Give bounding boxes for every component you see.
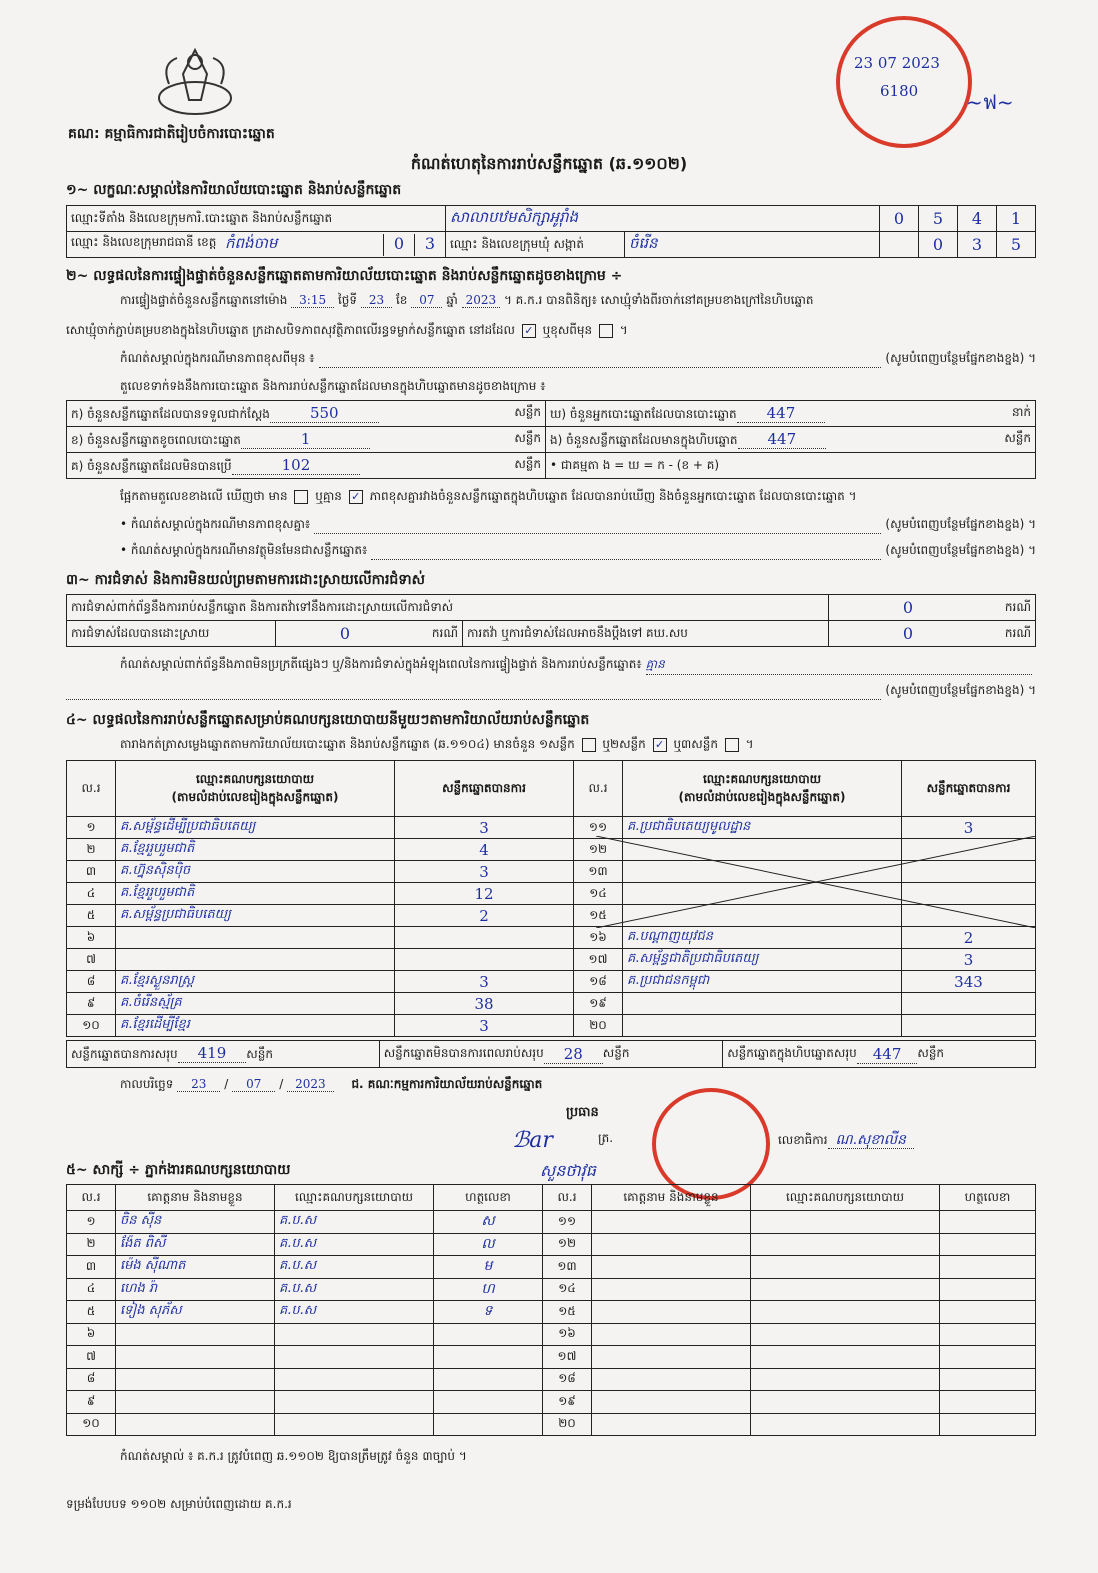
totals-row: សន្លឹកឆ្នោតបានការសរុប 419 សន្លឹក សន្លឹកឆ្នោតមិនបានការពេលរាប់សរុប 28 សន្លឹក សន្លឹកឆ្នោតក្នុងហិបឆ្នោតសរុប 447 សន្លឹក bbox=[66, 1040, 1036, 1068]
witness-name bbox=[116, 1391, 275, 1414]
party-votes: 2 bbox=[395, 905, 574, 927]
witness-name bbox=[592, 1211, 751, 1234]
witness-party bbox=[751, 1391, 940, 1414]
party-votes: 2 bbox=[902, 927, 1036, 949]
witness-party bbox=[751, 1278, 940, 1301]
three-sheets-checkbox[interactable] bbox=[725, 738, 739, 752]
witness-name bbox=[116, 1368, 275, 1391]
witness-signature bbox=[940, 1346, 1036, 1369]
row-number: ១៤ bbox=[574, 883, 623, 905]
total-invalid: 28 bbox=[544, 1045, 603, 1064]
party-name: គ.ចំរើនស្ម័គ្រ bbox=[116, 993, 395, 1015]
party-votes: 3 bbox=[902, 817, 1036, 839]
party-name bbox=[116, 949, 395, 971]
witness-signature bbox=[940, 1233, 1036, 1256]
witness-name bbox=[116, 1413, 275, 1436]
party-name: គ.បណ្តាញយុវជន bbox=[623, 927, 902, 949]
row-number: ១៩ bbox=[574, 993, 623, 1015]
table-row bbox=[67, 993, 1036, 1015]
section1-heading: ១~ លក្ខណៈសម្គាល់នៃការិយាល័យបោះឆ្នោត និងរាប់សន្លឹកឆ្នោត bbox=[66, 182, 402, 198]
witness-party bbox=[751, 1368, 940, 1391]
complaints-table: ការជំទាស់ពាក់ព័ន្ធនឹងការរាប់សន្លឹកឆ្នោត និងការតវ៉ាទៅនឹងការដោះស្រាយលើការជំទាស់ 0 ករណី ការជំទាស់ដែលបានដោះស្រាយ 0 ករណី ការតវ៉ា ឬការជំទាស់ដែលអាចនឹងប្តឹងទៅ គឃ.សប 0 ករណី bbox=[66, 594, 1036, 647]
witness-signature bbox=[940, 1391, 1036, 1414]
table-row bbox=[67, 1256, 1036, 1279]
witness-signature bbox=[940, 1301, 1036, 1324]
row-number: ១៦ bbox=[543, 1323, 592, 1346]
verify-line: ការផ្ទៀងផ្ទាត់ចំនួនសន្លឹកឆ្នោតនៅម៉ោង 3:15 ថ្ងៃទី 23 ខែ 07 ឆ្នាំ 2023 ។ គ.ក.រ បានពិនិត្យ៖ សោឃ្មុំទាំងពីរចាក់នៅគម្របខាងក្រៅនៃហិបឆ្នោត bbox=[120, 293, 814, 307]
witness-party: គ.ប.ស bbox=[275, 1211, 434, 1234]
table-row bbox=[67, 1391, 1036, 1414]
party-votes: 3 bbox=[395, 861, 574, 883]
witness-signature: ស bbox=[434, 1211, 543, 1234]
row-number: ៦ bbox=[67, 1323, 116, 1346]
party-name: គ.ហ្វ៊ុនស៊ិនប៉ិច bbox=[116, 861, 395, 883]
date-line: កាលបរិច្ឆេទ 23 / 07 / 2023 ជ. គណៈកម្មការការិយាល័យរាប់សន្លឹកឆ្នោត bbox=[120, 1077, 543, 1091]
row-number: ៥ bbox=[67, 905, 116, 927]
witness-party bbox=[751, 1301, 940, 1324]
witness-name: ហេង រ៉ា bbox=[116, 1278, 275, 1301]
row-number: ៩ bbox=[67, 993, 116, 1015]
witness-name bbox=[592, 1413, 751, 1436]
row-number: ៨ bbox=[67, 1368, 116, 1391]
table-row bbox=[67, 1413, 1036, 1436]
party-name: គ.ខ្មែររួបរួមជាតិ bbox=[116, 839, 395, 861]
footnote: កំណត់សម្គាល់ ៖ គ.ក.រ ត្រូវបំពេញ ឆ.១១០២ ឱ្យបានត្រឹមត្រូវ ចំនួន ៣ច្បាប់ ។ bbox=[120, 1449, 467, 1463]
witness-name bbox=[116, 1346, 275, 1369]
row-number: ១៥ bbox=[574, 905, 623, 927]
commune-name: ចំរើន bbox=[625, 232, 880, 258]
table-row bbox=[67, 1323, 1036, 1346]
witness-party bbox=[751, 1323, 940, 1346]
witness-signature: ល bbox=[434, 1233, 543, 1256]
box-ballots: 447 bbox=[738, 430, 827, 449]
row-number: ១៥ bbox=[543, 1301, 592, 1324]
witness-signature bbox=[940, 1368, 1036, 1391]
party-name: គ.សម្ព័ន្ធជាតិប្រជាធិបតេយ្យ bbox=[623, 949, 902, 971]
witness-party: គ.ប.ស bbox=[275, 1301, 434, 1324]
witness-name bbox=[592, 1278, 751, 1301]
witness-party bbox=[751, 1413, 940, 1436]
witness-name: ម៉េង ស៊ីណាត bbox=[116, 1256, 275, 1279]
party-name bbox=[623, 1015, 902, 1037]
witness-party bbox=[751, 1211, 940, 1234]
table-row bbox=[67, 1368, 1036, 1391]
form-footer: ទម្រង់បែបបទ ១១០២ សម្រាប់បំពេញដោយ គ.ក.រ bbox=[66, 1497, 292, 1511]
section3-heading: ៣~ ការជំទាស់ និងការមិនយល់ព្រមតាមការដោះស្រាយលើការជំទាស់ bbox=[66, 572, 425, 588]
voters-count: 447 bbox=[737, 404, 826, 423]
official-seal-stamp: 23 07 2023 6180 bbox=[836, 16, 972, 148]
secretary-name: ណ.សុខាលីន bbox=[828, 1132, 914, 1149]
section2-heading: ២~ លទ្ធផលនៃការផ្ទៀងផ្ទាត់ចំនួនសន្លឹកឆ្នោតតាមការិយាល័យបោះឆ្នោត និងរាប់សន្លឹកឆ្នោតដូចខាងក្រោម ÷ bbox=[66, 268, 623, 284]
witness-name: ង៉ែត ពិសី bbox=[116, 1233, 275, 1256]
row-number: ១៩ bbox=[543, 1391, 592, 1414]
party-votes bbox=[902, 1015, 1036, 1037]
party-name: គ.ខ្មែរស្ងួនរាស្ត្រ bbox=[116, 971, 395, 993]
row-number: ១៧ bbox=[574, 949, 623, 971]
witness-signature bbox=[434, 1323, 543, 1346]
table-row bbox=[67, 971, 1036, 993]
witness-name bbox=[592, 1233, 751, 1256]
table-row bbox=[67, 1233, 1036, 1256]
party-votes: 3 bbox=[902, 949, 1036, 971]
party-name: គ.សម្ព័ន្ធដើម្បីប្រជាធិបតេយ្យ bbox=[116, 817, 395, 839]
party-votes bbox=[395, 927, 574, 949]
party-name: គ.ប្រជាជនកម្ពុជា bbox=[623, 971, 902, 993]
witness-signature bbox=[940, 1278, 1036, 1301]
witness-name bbox=[592, 1256, 751, 1279]
stamp-signature: ~ฟ~ bbox=[966, 90, 1014, 114]
section1-table: ឈ្មោះទីតាំង និងលេខក្រុមការិ.បោះឆ្នោត និងរាប់សន្លឹកឆ្នោត សាលាបឋមសិក្សាអូរ៉ាំង 0 5 4 1 ឈ្មោះ និងលេខក្រុមរាជធានី ខេត្ត កំពង់ចាម 0 3 ឈ្មោះ និងលេខក្រុមឃុំ សង្កាត់ ចំរើន 0 3 5 bbox=[66, 205, 1036, 258]
two-sheets-checkbox[interactable]: ✓ bbox=[653, 738, 667, 752]
row-number: ៥ bbox=[67, 1301, 116, 1324]
witness-signature bbox=[434, 1368, 543, 1391]
row-number: ១២ bbox=[543, 1233, 592, 1256]
party-votes: 3 bbox=[395, 817, 574, 839]
row-number: ១១ bbox=[574, 817, 623, 839]
different-checkbox[interactable] bbox=[599, 324, 613, 338]
one-sheet-checkbox[interactable] bbox=[582, 738, 596, 752]
table-row bbox=[67, 1346, 1036, 1369]
total-in-box: 447 bbox=[857, 1045, 918, 1064]
commune-label: ឈ្មោះ និងលេខក្រុមឃុំ សង្កាត់ bbox=[446, 232, 625, 258]
witness-signature bbox=[940, 1413, 1036, 1436]
row-number: ៤ bbox=[67, 883, 116, 905]
witness-name bbox=[592, 1323, 751, 1346]
party-votes: 3 bbox=[395, 1015, 574, 1037]
witness-party bbox=[275, 1368, 434, 1391]
witness-party bbox=[751, 1233, 940, 1256]
form-title: កំណត់ហេតុនៃការរាប់សន្លឹកឆ្នោត (ឆ.១១០២) bbox=[410, 154, 688, 173]
table-row bbox=[67, 1015, 1036, 1037]
section5-heading: ៥~ សាក្សី ÷ ភ្នាក់ងារគណបក្សនយោបាយ bbox=[66, 1162, 291, 1178]
verify-time: 3:15 bbox=[291, 293, 334, 308]
row-number: ៣ bbox=[67, 861, 116, 883]
witness-name bbox=[592, 1368, 751, 1391]
form-page: គណ: គម្មាធិការជាតិរៀបចំការបោះឆ្នោត 23 07 2023 6180 ~ฟ~ កំណត់ហេតុនៃការរាប់សន្លឹកឆ្នោត (ឆ.១១០២) ១~ លក្ខណៈសម្គាល់នៃការិយាល័យបោះឆ្នោត និងរាប់សន្លឹកឆ្នោត ឈ្មោះទីតាំង និងលេខក្រុមការិ.បោះឆ្នោត និងរាប់សន្លឹកឆ្នោត សាលាបឋមសិក្សាអូរ៉ាំង 0 5 4 1 ឈ្មោះ និងលេខក្រុមរាជធានី ខេត្ត កំពង់ចាម 0 3 ឈ្មោះ និងលេខក្រុមឃុំ សង្កាត់ ចំរើន 0 3 5 ២~ លទ្ធផលនៃការផ្ទៀងផ្ទាត់ចំនួនសន្លឹកឆ្នោតតាមការិយាល័យបោះឆ្នោត និងរាប់សន្លឹកឆ្នោតដូចខាងក្រោម ÷ ការផ្ទៀងផ្ទាត់ចំនួនសន្លឹកឆ្នោតនៅម៉ោង 3:15 ថ្ងៃទី 23 ខែ 07 ឆ្នាំ 2023 ។ គ.ក.រ បានពិនិត្យ៖ សោឃ្មុំទាំងពីរចាក់នៅគម្របខាងក្រៅនៃហិបឆ្នោត សោឃ្មុំចាក់ភ្ជាប់គម្របខាងក្នុងនៃហិបឆ្នោត ក្រដាសបិទភាពសុវត្ថិភាពលើរន្ធទម្លាក់សន្លឹកឆ្នោត នៅដដែល ✓ ឬខុសពីមុន ។ កំណត់សម្គាល់ក្នុងករណីមានភាពខុសពីមុន ៖ (សូមបំពេញបន្ថែមផ្នែកខាងខ្នង) ។ តួលេខទាក់ទងនឹងការបោះឆ្នោត និងការរាប់សន្លឹកឆ្នោតដែលមានក្នុងហិបឆ្នោតមានដូចខាងក្រោម ៖ ក) ចំនួនសន្លឹកឆ្នោតដែលបានទទួលជាក់ស្តែង 550 សន្លឹក ឃ) ចំនួនអ្នកបោះឆ្នោតដែលបានបោះឆ្នោត 447 នាក់ ខ) ចំនួនសន្លឹកឆ្នោតខូចពេលបោះឆ្នោត 1 សន្លឹក ង) ចំនួនសន្លឹកឆ្នោតដែលមានក្នុងហិបឆ្នោត 447 សន្លឹក គ) ចំនួនសន្លឹកឆ្នោតដែលមិនបានប្រើ 102 សន្លឹក • ជាគម្មតា ង = ឃ = ក - (ខ + គ) ផ្អែកតាមតួលេខខាងលើ ឃើញថា មាន ឬគ្មាន ✓ ភាពខុសគ្នារវាងចំនួនសន្លឹកឆ្នោតក្នុងហិបឆ្នោត ដែលបានរាប់ឃើញ និងចំនួនអ្នកបោះឆ្នោត ដែលបានបោះឆ្នោត ។ • កំណត់សម្គាល់ក្នុងករណីមានភាពខុសគ្នា៖ (សូមបំពេញបន្ថែមផ្នែកខាងខ្នង) ។ • កំណត់សម្គាល់ក្នុងករណីមានវត្ថុមិនមែនជាសន្លឹកឆ្នោត៖ (សូមបំពេញបន្ថែមផ្នែកខាងខ្នង) ។ ៣~ ការជំទាស់ និងការមិនយល់ព្រមតាមការដោះស្រាយលើការជំទាស់ ការជំទាស់ពាក់ព័ន្ធនឹងការរាប់សន្លឹកឆ្នោត និងការតវ៉ាទៅនឹងការដោះស្រាយលើការជំទាស់ 0 ករណី ការជំទាស់ដែលបានដោះស្រាយ 0 ករណី ការតវ៉ា ឬការជំទាស់ដែលអាចនឹងប្តឹងទៅ គឃ.សប 0 ករណី កំណត់សម្គាល់ពាក់ព័ន្ធនឹងភាពមិនប្រក្រតីផ្សេងៗ ឬ/និងការជំទាស់ក្នុងអំឡុងពេលនៃការផ្ទៀងផ្ទាត់ និងការរាប់សន្លឹកឆ្នោត៖ គ្មាន (សូមបំពេញបន្ថែមផ្នែកខាងខ្នង) ។ ៤~ លទ្ធផលនៃការរាប់សន្លឹកឆ្នោតសម្រាប់គណបក្សនយោបាយនីមួយៗតាមការិយាល័យរាប់សន្លឹកឆ្នោត តារាងកត់ត្រាសម្លេងឆ្នោតតាមការិយាល័យបោះឆ្នោត និងរាប់សន្លឹកឆ្នោត (ឆ.១១០៤) មានចំនួន ១សន្លឹក ឬ២សន្លឹក ✓ ឬ៣សន្លឹក ។ ល.រ ឈ្មោះគណបក្សនយោបាយ (តាមលំដាប់លេខរៀងក្នុងសន្លឹកឆ្នោត) សន្លឹកឆ្នោតបានការ ល.រ ឈ្មោះគណបក្សនយោបាយ (តាមលំដាប់លេខរៀងក្នុងសន្លឹកឆ្នោត) សន្លឹកឆ្នោតបានការ ១ គ.សម្ព័ន្ធដើម្បីប្រជាធិបតេយ្យ 3 ១១ គ.ប្រជាធិបតេយ្យមូលដ្ឋាន 3 ២ គ.ខ្មែររួបរួមជាតិ 4 ១២ ៣ គ.ហ្វ៊ុនស៊ិនប៉ិច 3 ១៣ ៤ គ.ខ្មែររួបរួមជាតិ 12 ១៤ ៥ គ.សម្ព័ន្ធប្រជាធិបតេយ្យ 2 ១៥ ៦ ១៦ គ.បណ្តាញយុវជន 2 ៧ ១៧ គ.សម្ព័ន្ធជាតិប្រជាធិបតេយ្យ 3 ៨ គ.ខ្មែរស្ងួនរាស្ត្រ 3 ១៨ គ.ប្រជាជនកម្ពុជា 343 ៩ គ.ចំរើនស្ម័គ្រ 38 ១៩ ១០ គ.ខ្មែរដើម្បីខ្មែរ 3 ២០ សន្លឹកឆ្នោតបានការសរុប 419 សន្លឹក សន្លឹកឆ្នោតមិនបានការពេលរាប់សរុប 28 សន្លឹក សន្លឹកឆ្នោតក្នុងហិបឆ្នោតសរុប 447 សន្លឹក កាលបរិច្ឆេទ 23 / 07 / 2023 ជ. គណៈកម្មការការិយាល័យរាប់សន្លឹកឆ្នោត ប្រធាន ត្រ. ℬar សួនថាវុធ លេខាធិការ ណ.សុខាលីន ៥~ សាក្សី ÷ ភ្នាក់ងារគណបក្សនយោបាយ ល.រ គោត្តនាម និងនាមខ្លួន ឈ្មោះគណបក្សនយោបាយ ហត្ថលេខា ល.រ គោត្តនាម និងនាមខ្លួន ឈ្មោះគណបក្សនយោបាយ ហត្ថលេខា ១ ចិន ស៊ីន គ.ប.ស ស ១១ ២ ង៉ែត ពិសី គ.ប.ស ល ១២ ៣ ម៉េង ស៊ីណាត គ.ប.ស ម ១៣ ៤ ហេង រ៉ា គ.ប.ស ហ ១៤ ៥ ទៀង សុភ័ស គ.ប.ស ទ ១៥ ៦ ១៦ ៧ ១៧ ៨ ១៨ ៩ ១៩ ១០ ២០ កំណត់សម្គាល់ ៖ គ.ក.រ ត្រូវបំពេញ ឆ.១១០២ ឱ្យបានត្រឹមត្រូវ ចំនួន ៣ច្បាប់ ។ ទម្រង់បែបបទ ១១០២ សម្រាប់បំពេញដោយ គ.ក.រ bbox=[0, 0, 1098, 1573]
witness-party: គ.ប.ស bbox=[275, 1278, 434, 1301]
row-number: ៣ bbox=[67, 1256, 116, 1279]
party-votes: 4 bbox=[395, 839, 574, 861]
row-number: ១៨ bbox=[543, 1368, 592, 1391]
received-ballots: 550 bbox=[270, 404, 379, 423]
no-diff-checkbox[interactable]: ✓ bbox=[349, 490, 363, 504]
spoiled-ballots: 1 bbox=[241, 430, 371, 449]
row-number: ១៨ bbox=[574, 971, 623, 993]
party-votes: 38 bbox=[395, 993, 574, 1015]
row-number: ៧ bbox=[67, 1346, 116, 1369]
party-votes: 3 bbox=[395, 971, 574, 993]
has-diff-checkbox[interactable] bbox=[294, 490, 308, 504]
witness-table: ល.រ គោត្តនាម និងនាមខ្លួន ឈ្មោះគណបក្សនយោបាយ ហត្ថលេខា ល.រ គោត្តនាម និងនាមខ្លួន ឈ្មោះគណបក្សនយោបាយ ហត្ថលេខា ១ ចិន ស៊ីន គ.ប.ស ស ១១ ២ ង៉ែត ពិសី គ.ប.ស ល ១២ ៣ ម៉េង ស៊ីណាត គ.ប.ស ម ១៣ ៤ ហេង រ៉ា គ.ប.ស ហ ១៤ ៥ ទៀង សុភ័ស គ.ប.ស ទ ១៥ ៦ ១៦ ៧ ១៧ ៨ ១៨ ៩ ១៩ ១០ ២០ bbox=[66, 1184, 1036, 1436]
row-number: ១៣ bbox=[574, 861, 623, 883]
party-votes: 343 bbox=[902, 971, 1036, 993]
witness-party: គ.ប.ស bbox=[275, 1256, 434, 1279]
table-row bbox=[67, 927, 1036, 949]
chair-label: ប្រធាន bbox=[566, 1105, 599, 1120]
witness-signature: ម bbox=[434, 1256, 543, 1279]
party-votes: 12 bbox=[395, 883, 574, 905]
witness-party bbox=[275, 1413, 434, 1436]
total-valid: 419 bbox=[178, 1044, 247, 1063]
row-number: ៤ bbox=[67, 1278, 116, 1301]
witness-name bbox=[592, 1346, 751, 1369]
party-results-table: ល.រ ឈ្មោះគណបក្សនយោបាយ (តាមលំដាប់លេខរៀងក្នុងសន្លឹកឆ្នោត) សន្លឹកឆ្នោតបានការ ល.រ ឈ្មោះគណបក្សនយោបាយ (តាមលំដាប់លេខរៀងក្នុងសន្លឹកឆ្នោត) សន្លឹកឆ្នោតបានការ ១ គ.សម្ព័ន្ធដើម្បីប្រជាធិបតេយ្យ 3 ១១ គ.ប្រជាធិបតេយ្យមូលដ្ឋាន 3 ២ គ.ខ្មែររួបរួមជាតិ 4 ១២ ៣ គ.ហ្វ៊ុនស៊ិនប៉ិច 3 ១៣ ៤ គ.ខ្មែររួបរួមជាតិ 12 ១៤ ៥ គ.សម្ព័ន្ធប្រជាធិបតេយ្យ 2 ១៥ ៦ ១៦ គ.បណ្តាញយុវជន 2 ៧ ១៧ គ.សម្ព័ន្ធជាតិប្រជាធិបតេយ្យ 3 ៨ គ.ខ្មែរស្ងួនរាស្ត្រ 3 ១៨ គ.ប្រជាជនកម្ពុជា 343 ៩ គ.ចំរើនស្ម័គ្រ 38 ១៩ ១០ គ.ខ្មែរដើម្បីខ្មែរ 3 ២០ bbox=[66, 760, 1036, 1037]
witness-party bbox=[275, 1323, 434, 1346]
row-number: ១០ bbox=[67, 1413, 116, 1436]
party-name: គ.ប្រជាធិបតេយ្យមូលដ្ឋាន bbox=[623, 817, 902, 839]
office-label: ឈ្មោះទីតាំង និងលេខក្រុមការិ.បោះឆ្នោត និងរាប់សន្លឹកឆ្នោត bbox=[67, 206, 446, 232]
witness-name bbox=[592, 1391, 751, 1414]
witness-signature: ហ bbox=[434, 1278, 543, 1301]
witness-signature bbox=[940, 1256, 1036, 1279]
irregularity-note: គ្មាន bbox=[646, 656, 1032, 675]
row-number: ១៤ bbox=[543, 1278, 592, 1301]
row-number: ៩ bbox=[67, 1391, 116, 1414]
national-emblem-icon bbox=[155, 44, 235, 122]
unused-ballots: 102 bbox=[232, 456, 361, 475]
formula: • ជាគម្មតា ង = ឃ = ក - (ខ + គ) bbox=[546, 453, 1036, 479]
office-name: សាលាបឋមសិក្សាអូរ៉ាំង bbox=[446, 206, 880, 232]
row-number: ៧ bbox=[67, 949, 116, 971]
party-name: គ.ខ្មែររួបរួមជាតិ bbox=[116, 883, 395, 905]
row-number: ២០ bbox=[574, 1015, 623, 1037]
row-number: ១២ bbox=[574, 839, 623, 861]
row-number: ៦ bbox=[67, 927, 116, 949]
ballot-counts-table: ក) ចំនួនសន្លឹកឆ្នោតដែលបានទទួលជាក់ស្តែង 550 សន្លឹក ឃ) ចំនួនអ្នកបោះឆ្នោតដែលបានបោះឆ្នោត 447 នាក់ ខ) ចំនួនសន្លឹកឆ្នោតខូចពេលបោះឆ្នោត 1 សន្លឹក ង) ចំនួនសន្លឹកឆ្នោតដែលមានក្នុងហិបឆ្នោត 447 សន្លឹក គ) ចំនួនសន្លឹកឆ្នោតដែលមិនបានប្រើ 102 សន្លឹក • ជាគម្មតា ង = ឃ = ក - (ខ + គ) bbox=[66, 400, 1036, 479]
row-number: ១១ bbox=[543, 1211, 592, 1234]
witness-party: គ.ប.ស bbox=[275, 1233, 434, 1256]
party-name: គ.សម្ព័ន្ធប្រជាធិបតេយ្យ bbox=[116, 905, 395, 927]
row-number: ១០ bbox=[67, 1015, 116, 1037]
witness-signature bbox=[434, 1413, 543, 1436]
province-name: កំពង់ចាម bbox=[225, 233, 278, 252]
same-checkbox[interactable]: ✓ bbox=[522, 324, 536, 338]
row-number: ១ bbox=[67, 1211, 116, 1234]
section4-heading: ៤~ លទ្ធផលនៃការរាប់សន្លឹកឆ្នោតសម្រាប់គណបក្សនយោបាយនីមួយៗតាមការិយាល័យរាប់សន្លឹកឆ្នោត bbox=[66, 712, 590, 728]
witness-signature: ទ bbox=[434, 1301, 543, 1324]
witness-signature bbox=[940, 1211, 1036, 1234]
province-label: ឈ្មោះ និងលេខក្រុមរាជធានី ខេត្ត bbox=[71, 234, 217, 249]
witness-party bbox=[751, 1256, 940, 1279]
party-name bbox=[623, 993, 902, 1015]
witness-name bbox=[592, 1301, 751, 1324]
witness-name: ចិន ស៊ីន bbox=[116, 1211, 275, 1234]
row-number: ១ bbox=[67, 817, 116, 839]
table-row bbox=[67, 1278, 1036, 1301]
table-row bbox=[67, 1211, 1036, 1234]
party-name: គ.ខ្មែរដើម្បីខ្មែរ bbox=[116, 1015, 395, 1037]
org-name: គណ: គម្មាធិការជាតិរៀបចំការបោះឆ្នោត bbox=[68, 126, 275, 142]
row-number: ១៦ bbox=[574, 927, 623, 949]
row-number: ១៧ bbox=[543, 1346, 592, 1369]
witness-party bbox=[275, 1346, 434, 1369]
witness-signature bbox=[940, 1323, 1036, 1346]
chair-name: សួនថាវុធ bbox=[540, 1161, 596, 1180]
chair-signature: ℬar bbox=[512, 1128, 553, 1153]
party-votes bbox=[395, 949, 574, 971]
row-number: ២ bbox=[67, 839, 116, 861]
table-row bbox=[67, 949, 1036, 971]
table-row bbox=[67, 1301, 1036, 1324]
witness-party bbox=[751, 1346, 940, 1369]
witness-name: ទៀង សុភ័ស bbox=[116, 1301, 275, 1324]
row-number: ១៣ bbox=[543, 1256, 592, 1279]
witness-signature bbox=[434, 1346, 543, 1369]
witness-name bbox=[116, 1323, 275, 1346]
witness-party bbox=[275, 1391, 434, 1414]
row-number: ២ bbox=[67, 1233, 116, 1256]
party-name bbox=[116, 927, 395, 949]
strike-cross-icon bbox=[596, 836, 1036, 928]
witness-signature bbox=[434, 1391, 543, 1414]
row-number: ២០ bbox=[543, 1413, 592, 1436]
row-number: ៨ bbox=[67, 971, 116, 993]
party-votes bbox=[902, 993, 1036, 1015]
